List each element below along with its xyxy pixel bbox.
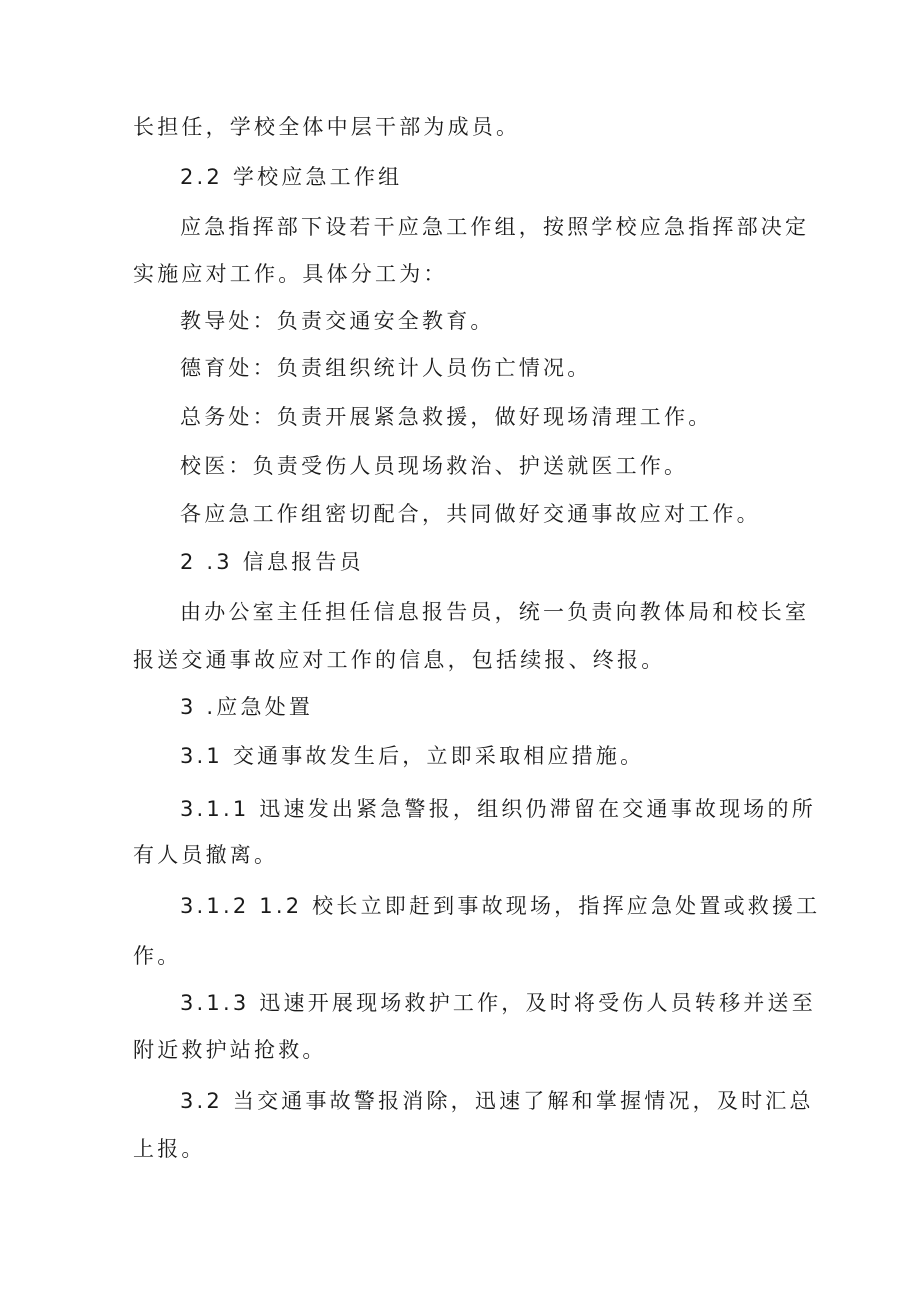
section-heading: 3 .应急处置 <box>180 695 314 719</box>
text-line: 教导处：负责交通安全教育。 <box>180 309 495 333</box>
text-line: 附近救护站抢救。 <box>133 1038 327 1062</box>
text-line: 应急指挥部下设若干应急工作组，按照学校应急指挥部决定 <box>180 215 810 239</box>
text-line: 3.1.2 1.2 校长立即赶到事故现场，指挥应急处置或救援工 <box>180 894 821 918</box>
text-line: 3.2 当交通事故警报消除，迅速了解和掌握情况，及时汇总 <box>180 1089 814 1113</box>
text-line: 有人员撤离。 <box>133 843 279 867</box>
text-line: 实施应对工作。具体分工为： <box>133 262 448 286</box>
text-line: 长担任，学校全体中层干部为成员。 <box>133 115 521 139</box>
text-line: 上报。 <box>133 1137 206 1161</box>
text-line: 3.1 交通事故发生后，立即采取相应措施。 <box>180 744 645 768</box>
section-heading: 2.2 学校应急工作组 <box>180 165 403 189</box>
text-line: 德育处：负责组织统计人员伤亡情况。 <box>180 356 592 380</box>
text-line: 报送交通事故应对工作的信息，包括续报、终报。 <box>133 648 666 672</box>
text-line: 3.1.1 迅速发出紧急警报，组织仍滞留在交通事故现场的所 <box>180 797 816 821</box>
text-line: 各应急工作组密切配合，共同做好交通事故应对工作。 <box>180 502 761 526</box>
text-line: 由办公室主任担任信息报告员，统一负责向教体局和校长室 <box>180 600 810 624</box>
text-line: 总务处：负责开展紧急救援，做好现场清理工作。 <box>180 405 713 429</box>
text-line: 校医：负责受伤人员现场救治、护送就医工作。 <box>180 454 689 478</box>
text-line: 作。 <box>133 944 182 968</box>
text-line: 3.1.3 迅速开展现场救护工作，及时将受伤人员转移并送至 <box>180 991 816 1015</box>
section-heading: 2 .3 信息报告员 <box>180 550 364 574</box>
